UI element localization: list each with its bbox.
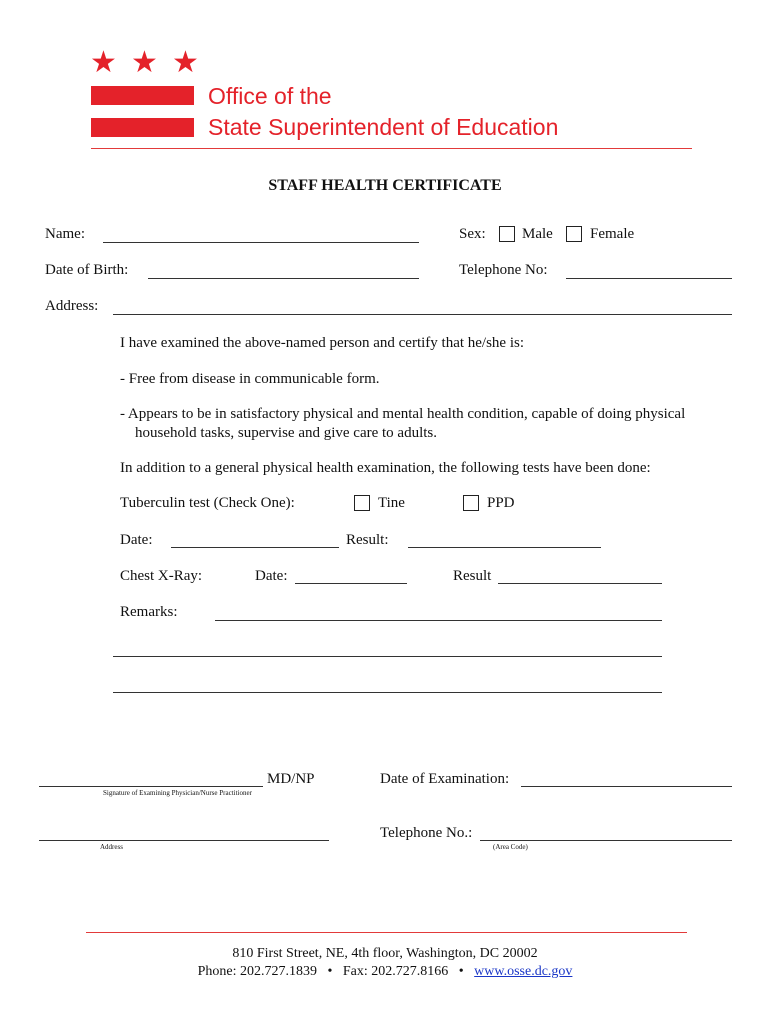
female-checkbox[interactable] (566, 226, 582, 242)
tuberculin-label: Tuberculin test (Check One): (120, 495, 295, 511)
xray-label: Chest X-Ray: (120, 568, 203, 584)
female-label: Female (590, 226, 635, 242)
footer-contact (0, 963, 770, 981)
telephone-field[interactable] (566, 278, 732, 279)
xray-date-label: Date: (255, 568, 288, 584)
remarks-field-3[interactable] (113, 692, 662, 693)
logo-line-2: State Superintendent of Education (208, 114, 559, 140)
address-field[interactable] (113, 314, 732, 315)
tests-intro: In addition to a general physical health examination, the following tests have been done: (120, 460, 651, 476)
dob-label: Date of Birth: (45, 262, 129, 278)
male-checkbox[interactable] (499, 226, 515, 242)
logo-line-1: Office of the (208, 83, 332, 109)
xray-date-field[interactable] (295, 583, 407, 584)
footer-divider (86, 932, 687, 933)
logo-bar-bottom (91, 118, 194, 137)
tine-label: Tine (378, 495, 405, 511)
address-caption: Address (100, 843, 123, 851)
tuberculin-result-label: Result: (346, 532, 389, 548)
page-title: STAFF HEALTH CERTIFICATE (268, 177, 502, 194)
star-icon: ★ (172, 45, 199, 80)
footer-address: 810 First Street, NE, 4th floor, Washington, DC 20002 (232, 946, 538, 961)
condition-item-1: - Free from disease in communicable form. (120, 371, 380, 387)
md-np-label: MD/NP (267, 771, 315, 787)
dob-field[interactable] (148, 278, 419, 279)
star-icon: ★ (131, 45, 158, 80)
tine-checkbox[interactable] (354, 495, 370, 511)
physician-address-field[interactable] (39, 840, 329, 841)
male-label: Male (522, 226, 553, 242)
name-label: Name: (45, 226, 85, 242)
area-code-caption: (Area Code) (493, 843, 528, 851)
footer-fax: Fax: 202.727.8166 (342, 964, 449, 979)
footer-bullet-icon: • (327, 964, 333, 979)
remarks-field-2[interactable] (113, 656, 662, 657)
certify-statement: I have examined the above-named person and certify that he/she is: (120, 335, 525, 351)
physician-telephone-field[interactable] (480, 840, 732, 841)
remarks-field-1[interactable] (215, 620, 662, 621)
signature-field[interactable] (39, 786, 263, 787)
xray-result-label: Result (453, 568, 492, 584)
signature-caption: Signature of Examining Physician/Nurse Practitioner (103, 789, 252, 797)
footer-bullet-icon: • (458, 964, 464, 979)
address-label: Address: (45, 298, 99, 314)
name-field[interactable] (103, 242, 419, 243)
tuberculin-date-label: Date: (120, 532, 153, 548)
star-icon: ★ (90, 45, 117, 80)
remarks-label: Remarks: (120, 604, 178, 620)
sex-label: Sex: (459, 226, 486, 242)
condition-item-2: - Appears to be in satisfactory physical and mental health condition, capable of doing physical (120, 406, 686, 422)
tuberculin-result-field[interactable] (408, 547, 601, 548)
date-of-exam-field[interactable] (521, 786, 732, 787)
telephone-label: Telephone No: (459, 262, 548, 278)
footer-website-link[interactable]: www.osse.dc.gov (474, 964, 573, 979)
tuberculin-date-field[interactable] (171, 547, 339, 548)
condition-item-2-cont: household tasks, supervise and give care to adults. (135, 425, 438, 441)
logo-bar-top (91, 86, 194, 105)
date-of-exam-label: Date of Examination: (380, 771, 510, 787)
ppd-checkbox[interactable] (463, 495, 479, 511)
ppd-label: PPD (487, 495, 515, 511)
footer-phone: Phone: 202.727.1839 (197, 964, 317, 979)
physician-telephone-label: Telephone No.: (380, 825, 473, 841)
header-divider (91, 148, 692, 149)
xray-result-field[interactable] (498, 583, 662, 584)
